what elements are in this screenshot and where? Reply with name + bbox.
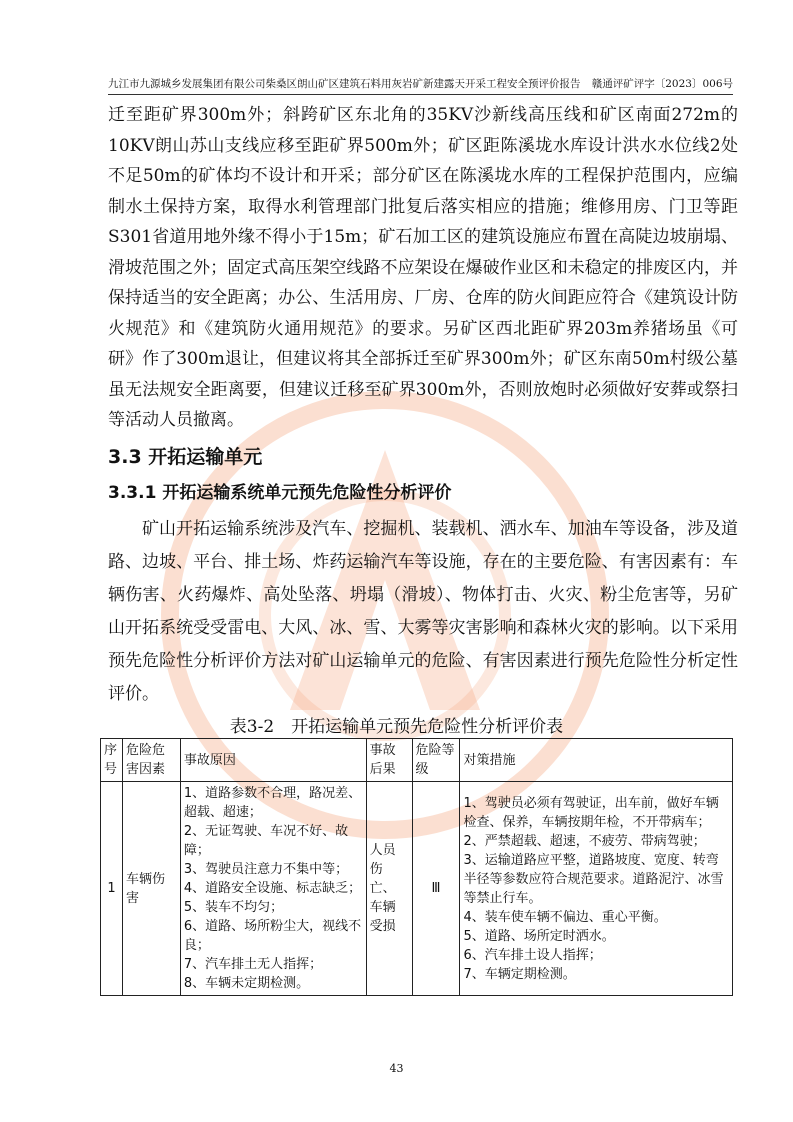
cell-measures [460,782,733,996]
cell-consequence: 人员伤亡、车辆受损 [366,782,412,996]
measure-line: 1、驾驶员必须有驾驶证，出车前，做好车辆检查、保养，车辆按期年检，不开带病车； [463,795,719,830]
subsection-title: 3.3.1 开拓运输系统单元预先危险性分析评价 [108,483,452,503]
cause-line: 2、无证驾驶、车况不好、故障； [183,824,349,858]
header-measures: 对策措施 [460,739,733,782]
cell-causes [180,782,366,996]
table-row [101,782,733,996]
page-number: 43 [389,1062,404,1075]
cause-line: 3、驾驶员注意力不集中等； [183,862,349,877]
table-caption: 表3-2 开拓运输单元预先危险性分析评价表 [229,717,564,737]
measure-line: 6、汽车排土设人指挥； [463,947,602,963]
measure-line: 5、道路、场所定时洒水。 [463,928,615,944]
page-header [108,76,733,95]
header-no: 序号 [101,739,123,782]
cause-line: 7、汽车排土无人指挥； [183,957,323,972]
header-causes: 事故原因 [180,739,366,782]
header-level: 危险等级 [412,739,460,782]
measure-line: 4、装车使车辆不偏边、重心平衡。 [463,909,667,925]
cell-level: Ⅲ [412,782,460,996]
measure-line: 7、车辆定期检测。 [463,966,576,982]
hazard-analysis-table [100,738,733,996]
cause-line: 5、装车不均匀； [183,900,284,915]
measure-line: 3、运输道路应平整，道路坡度、宽度、转弯半径等参数应符合规范要求。道路泥泞、冰雪等禁止行车。 [463,852,724,906]
cause-line: 4、道路安全设施、标志缺乏； [183,881,362,896]
cause-line: 1、道路参数不合理，路况差、超载、超速； [183,786,362,820]
paragraph-2: 矿山开拓运输系统涉及汽车、挖掘机、装载机、洒水车、加油车等设备，涉及道路、边坡、平台、排土场、炸药运输汽车等设施，存在的主要危险、有害因素有：车辆伤害、火药爆炸、高处坠落、坍塌（滑坡）、物体打击、火灾、粉尘危害等，另矿山开拓系统受受雷电、大风、冰、雪、大雾等灾害影响和森林火灾的影响。以下采用预先危险性分析评价方法对矿山运输单元的危险、有害因素进行预先危险性分析定性评价。 [108,519,738,704]
header-title: 九江市九源城乡发展集团有限公司柴桑区朗山矿区建筑石料用灰岩矿新建露天开采工程安全预评价报告 [108,78,581,90]
header-hazard: 危险危害因素 [122,739,180,782]
section-title: 3.3 开拓运输单元 [108,446,263,468]
cell-hazard: 车辆伤害 [122,782,180,996]
header-consequence: 事故后果 [366,739,412,782]
cause-line: 8、车辆未定期检测。 [183,976,310,991]
cell-no: 1 [101,782,123,996]
measure-line: 2、严禁超载、超速，不疲劳、带病驾驶； [463,833,706,849]
header-report-number: 赣通评矿评字〔2023〕006号 [591,78,733,90]
paragraph-1: 迁至距矿界300m外；斜跨矿区东北角的35KV沙新线高压线和矿区南面272m的10KV朗山苏山支线应移至距矿界500m外；矿区距陈溪垅水库设计洪水水位线2处不足50m的矿体均不设计和开采；部分矿区在陈溪垅水库的工程保护范围内，应编制水土保持方案，取得水利管理部门批复后落实相应的措施；维修用房、门卫等距S301省道用地外缘不得小于15m；矿石加工区的建筑设施应布置在高陡边坡崩塌、滑坡范围之外；固定式高压架空线路不应架设在爆破作业区和未稳定的排废区内，并保持适当的安全距离；办公、生活用房、厂房、仓库的防火间距应符合《建筑设计防火规范》和《建筑防火通用规范》的要求。另矿区西北距矿界203m养猪场虽《可研》作了300m退让，但建议将其全部拆迁至矿界300m外；矿区东南50m村级公墓虽无法规安全距离要，但建议迁移至矿界300m外，否则放炮时必须做好安葬或祭扫等活动人员撤离。 [108,105,738,430]
cause-line: 6、道路、场所粉尘大，视线不良； [183,919,362,953]
table-header-row [101,739,733,782]
